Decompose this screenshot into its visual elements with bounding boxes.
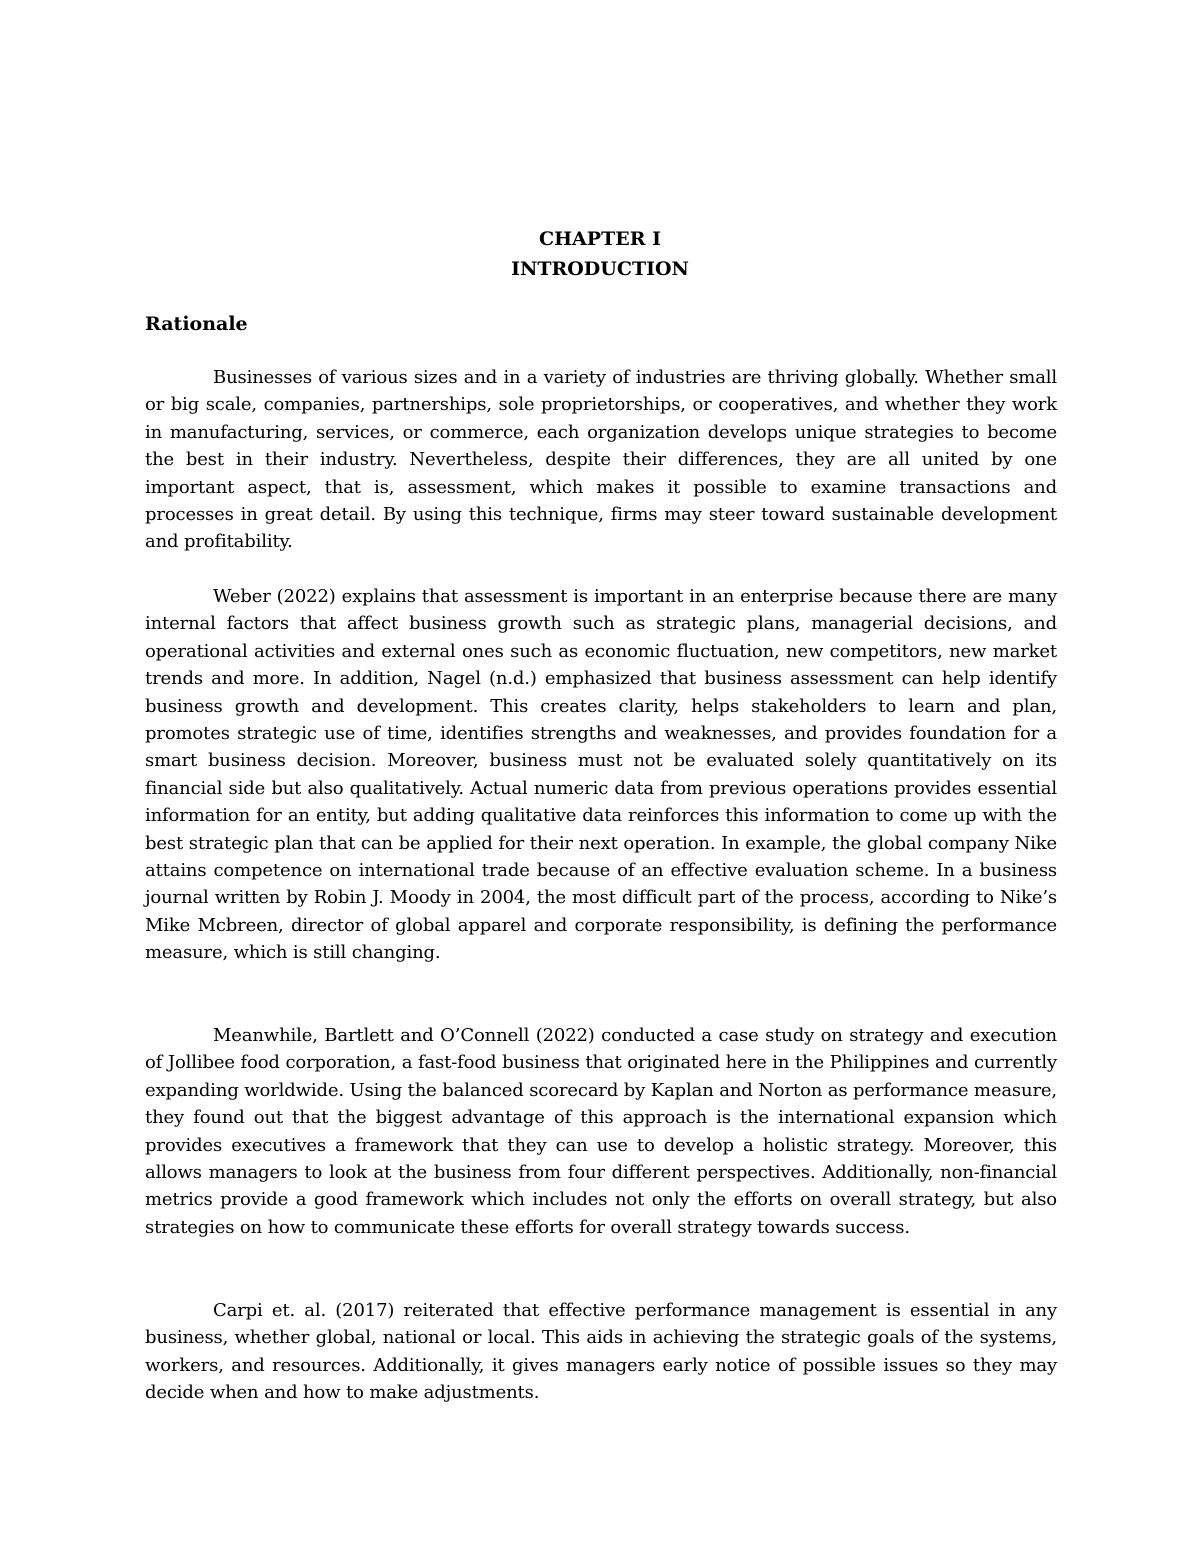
chapter-heading: [0, 224, 1200, 284]
chapter-number: CHAPTER I: [538, 228, 661, 250]
paragraph: Meanwhile, Bartlett and O’Connell (2022) conducted a case study on strategy and execution of Jollibee food corporation, a fast-food business that originated here in the Philippines and currently expanding worldwide. Using the balanced scorecard by Kaplan and Norton as performance measure, they found out that the biggest advantage of this approach is the international expansion which provides executives a framework that they can use to develop a holistic strategy. Moreover, this allows managers to look at the business from four different perspectives. Additionally, non-financial metrics provide a good framework which includes not only the efforts on overall strategy, but also strategies on how to communicate these efforts for overall strategy towards success.: [145, 1025, 1057, 1238]
section-heading-rationale: Rationale: [145, 313, 248, 335]
paragraph: Weber (2022) explains that assessment is important in an enterprise because there are many internal factors that affect business growth such as strategic plans, managerial decisions, and operational activities and external ones such as economic fluctuation, new competitors, new market trends and more. In addition, Nagel (n.d.) emphasized that business assessment can help identify business growth and development. This creates clarity, helps stakeholders to learn and plan, promotes strategic use of time, identifies strengths and weaknesses, and provides foundation for a smart business decision. Moreover, business must not be evaluated solely quantitatively on its financial side but also qualitatively. Actual numeric data from previous operations provides essential information for an entity, but adding qualitative data reinforces this information to come up with the best strategic plan that can be applied for their next operation. In example, the global company Nike attains competence on international trade because of an effective evaluation scheme. In a business journal written by Robin J. Moody in 2004, the most difficult part of the process, according to Nike’s Mike Mcbreen, director of global apparel and corporate responsibility, is defining the performance measure, which is still changing.: [145, 586, 1057, 964]
paragraph: Carpi et. al. (2017) reiterated that effective performance management is essential in any business, whether global, national or local. This aids in achieving the strategic goals of the systems, workers, and resources. Additionally, it gives managers early notice of possible issues so they may decide when and how to make adjustments.: [145, 1300, 1057, 1404]
chapter-title: INTRODUCTION: [511, 258, 689, 280]
paragraph: Businesses of various sizes and in a variety of industries are thriving globally. Whether small or big scale, companies, partnerships, sole proprietorships, or cooperatives, and whether they work in manufacturing, services, or commerce, each organization develops unique strategies to become the best in their industry. Nevertheless, despite their differences, they are all united by one important aspect, that is, assessment, which makes it possible to examine transactions and processes in great detail. By using this technique, firms may steer toward sustainable development and profitability.: [145, 367, 1057, 553]
